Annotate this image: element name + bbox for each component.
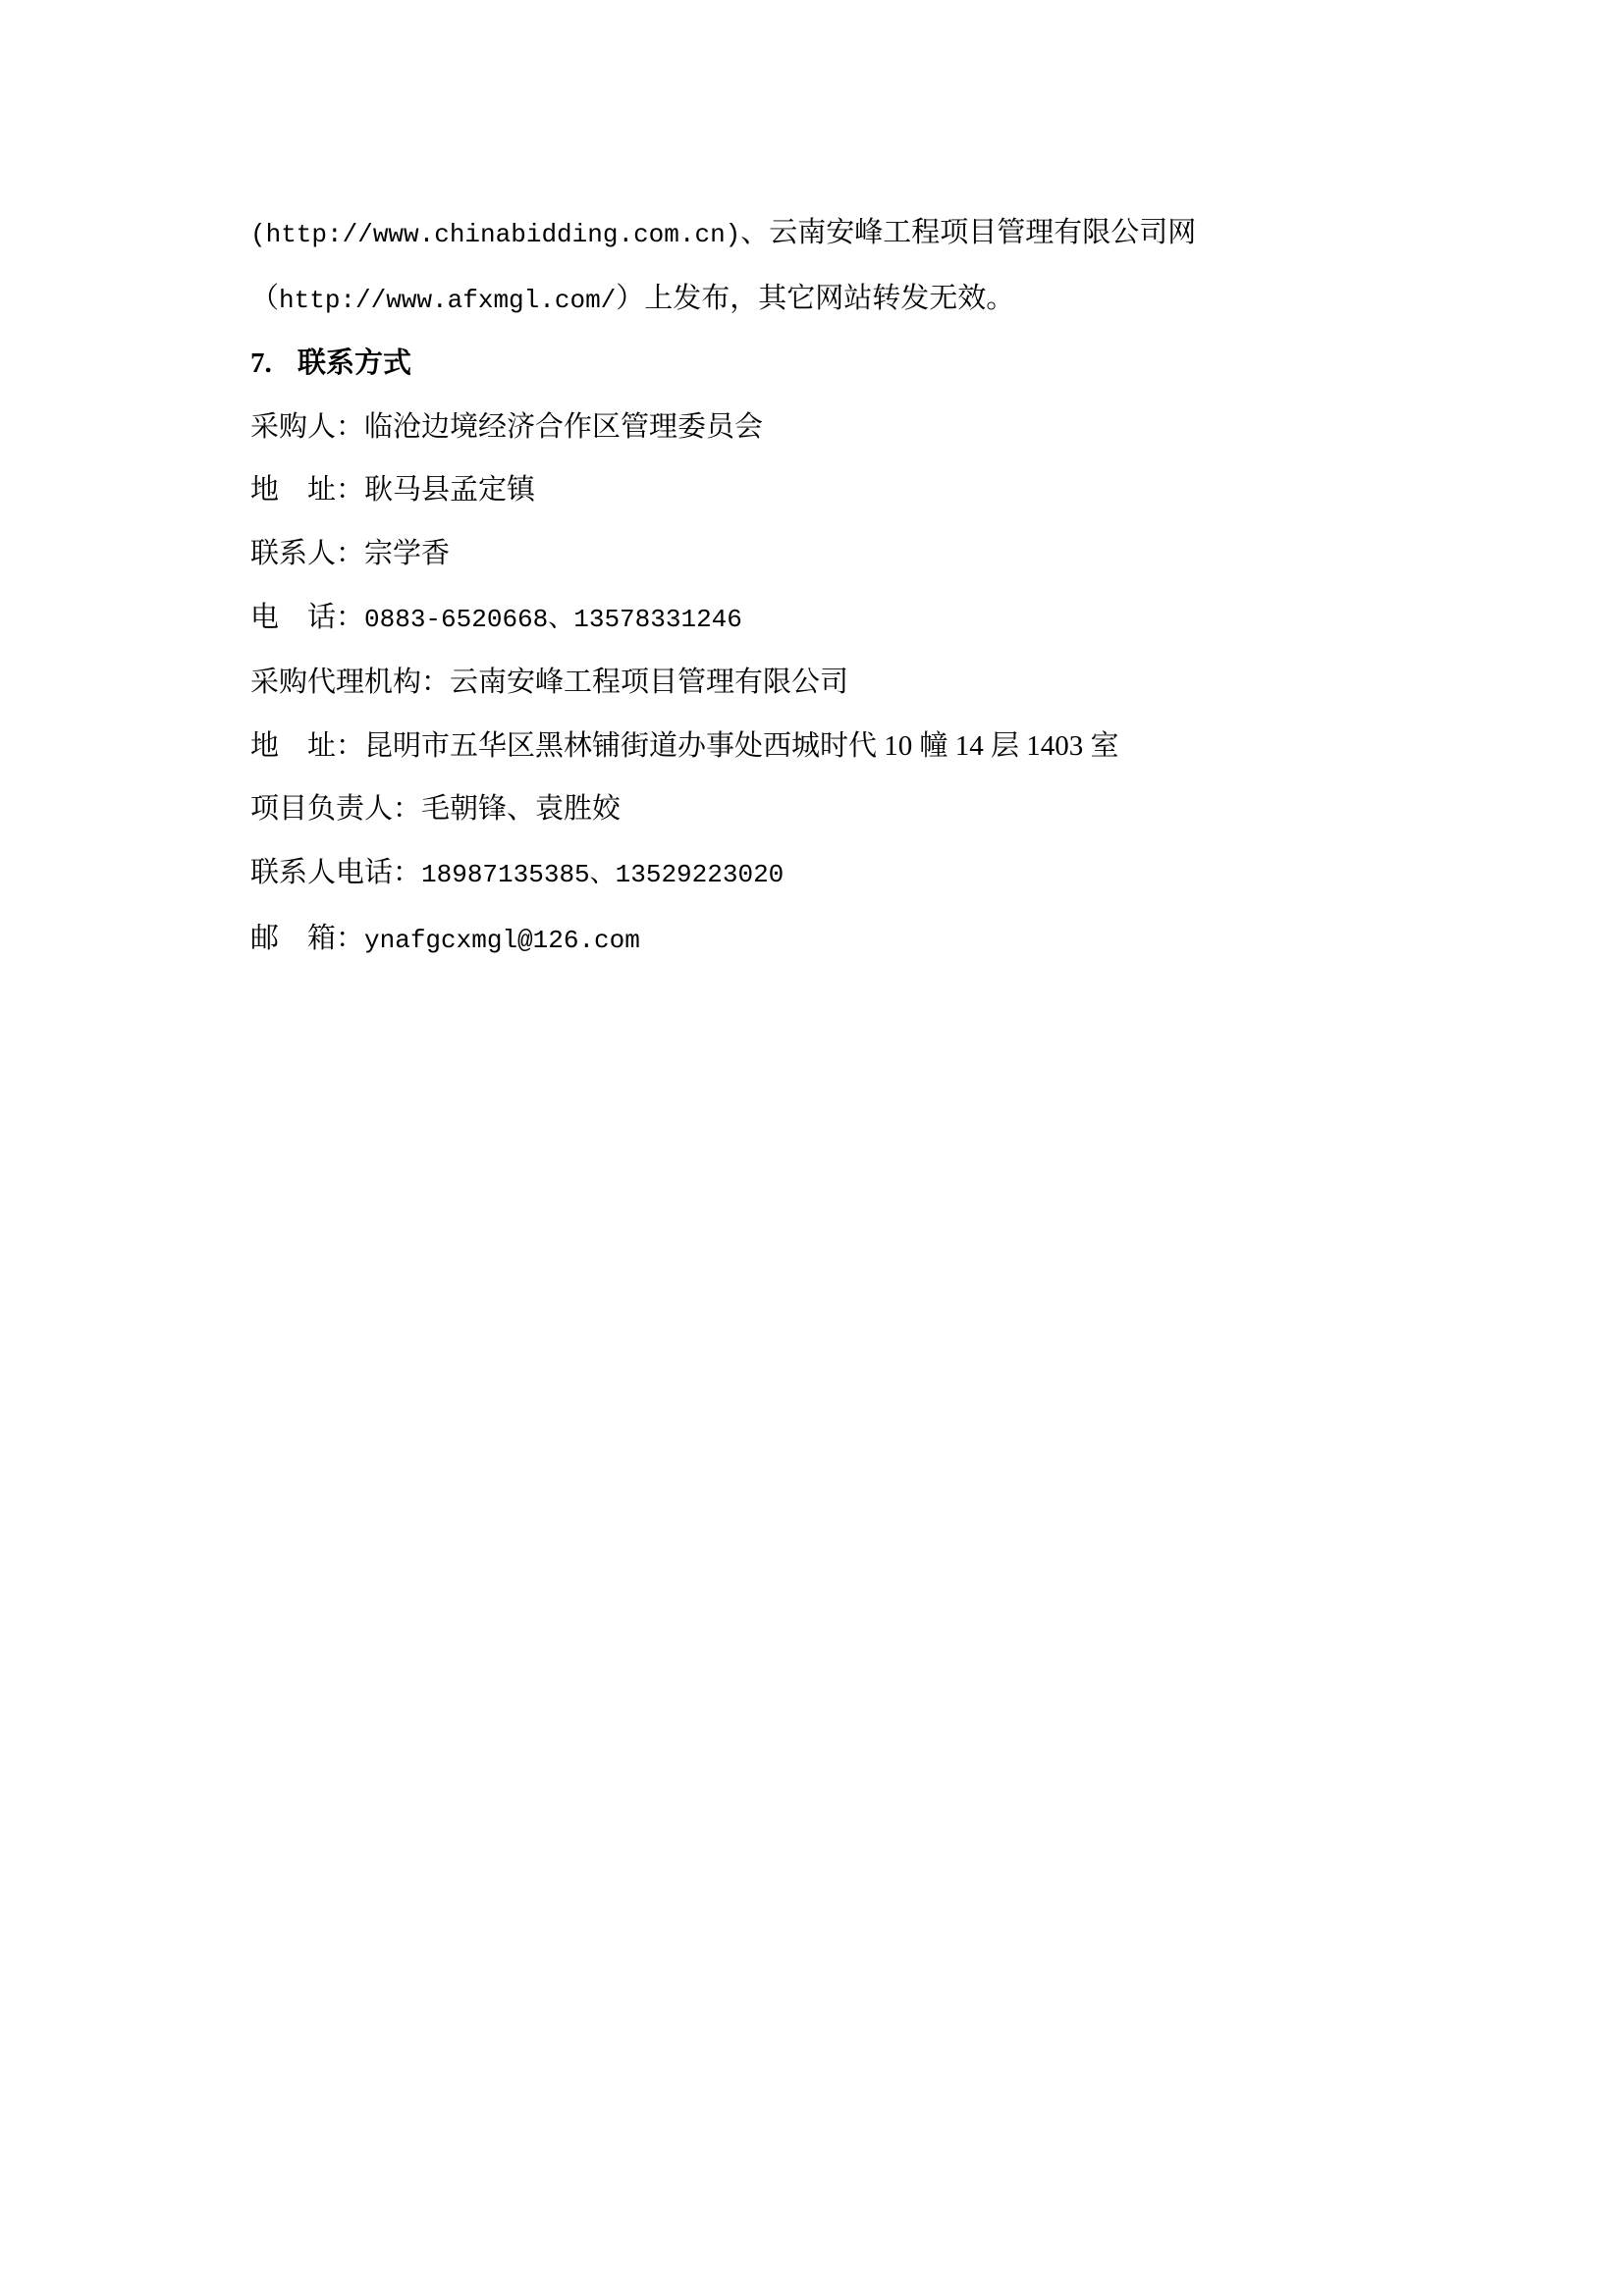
contact-value: 耿马县孟定镇 bbox=[364, 474, 536, 507]
contact-label: 联系人电话： bbox=[250, 856, 422, 888]
contact-label: 采购代理机构： bbox=[250, 667, 451, 699]
document-content bbox=[250, 201, 1488, 972]
contact-label: 采购人： bbox=[250, 410, 365, 443]
heading-title: 联系方式 bbox=[298, 347, 412, 380]
continuation-line-1-tail: 、云南安峰工程项目管理有限公司网 bbox=[740, 217, 1197, 248]
chinabidding-url-text: (http://www.chinabidding.com.cn) bbox=[250, 220, 741, 249]
contact-value: 云南安峰工程项目管理有限公司 bbox=[450, 667, 849, 699]
contact-value: 毛朝锋、袁胜姣 bbox=[421, 793, 622, 826]
heading-number: 7. bbox=[250, 347, 272, 380]
afxmgl-url-text: http://www.afxmgl.com/ bbox=[279, 285, 617, 315]
contact-label: 地 址： bbox=[250, 474, 365, 507]
contact-value-phone-numbers: 18987135385、13529223020 bbox=[421, 859, 785, 889]
contact-line-agency-address bbox=[250, 715, 1488, 778]
contact-value: 昆明市五华区黑林铺街道办事处西城时代 10 幢 14 层 1403 室 bbox=[364, 729, 1119, 762]
contact-label: 电 话： bbox=[250, 601, 365, 633]
contact-value-email: ynafgcxmgl@126.com bbox=[364, 925, 640, 955]
section-heading-contact-info bbox=[250, 332, 1488, 396]
contact-label: 项目负责人： bbox=[250, 793, 422, 826]
contact-line-procurement-agency bbox=[250, 651, 1488, 715]
contact-line-purchaser-address bbox=[250, 458, 1488, 522]
contact-label: 联系人： bbox=[250, 537, 365, 569]
contact-line-purchaser bbox=[250, 396, 1488, 459]
contact-line-email bbox=[250, 907, 1488, 973]
continuation-line-1 bbox=[250, 201, 1488, 267]
contact-line-project-leads bbox=[250, 777, 1488, 841]
contact-line-contact-phone bbox=[250, 841, 1488, 907]
contact-label: 邮 箱： bbox=[250, 922, 365, 954]
contact-line-telephone bbox=[250, 586, 1488, 652]
continuation-line-2 bbox=[250, 267, 1488, 333]
contact-value: 临沧边境经济合作区管理委员会 bbox=[364, 410, 764, 443]
fullwidth-open-paren: （ bbox=[250, 282, 280, 314]
contact-value: 宗学香 bbox=[364, 537, 451, 569]
contact-line-contact-person bbox=[250, 522, 1488, 586]
contact-value-phone-numbers: 0883-6520668、13578331246 bbox=[364, 604, 742, 634]
continuation-line-2-tail: ）上发布，其它网站转发无效。 bbox=[616, 282, 1015, 314]
contact-label: 地 址： bbox=[250, 729, 365, 762]
